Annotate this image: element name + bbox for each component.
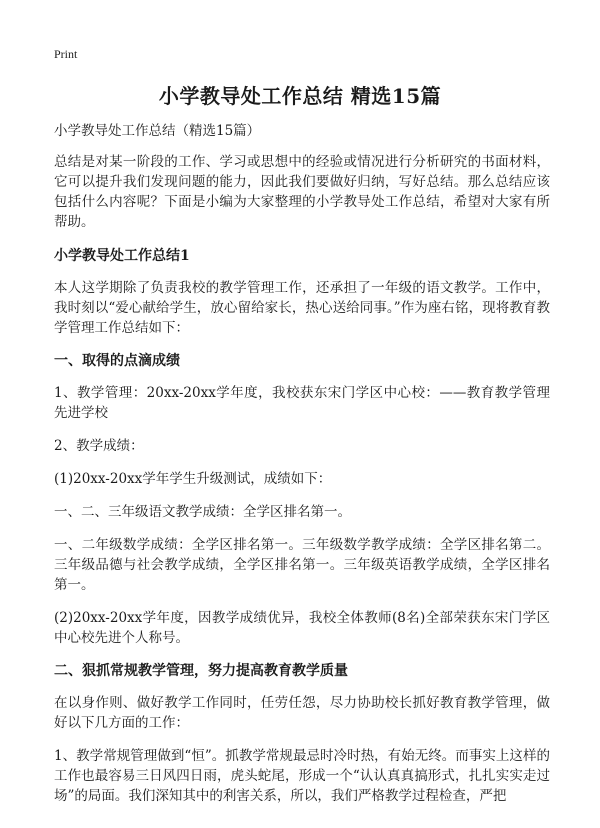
routine-paragraph-2: 1、教学常规管理做到“恒”。抓教学常规最忌时冷时热，有始无终。而事实上这样的工作也最容易三日风四日雨，虎头蛇尾，形成一个“认认真真搞形式，扎扎实实走过场”的局面。我们深知其中的利害关系，所以，我们严格教学过程检查，严把 [54,748,550,804]
item-teaching-results: 2、教学成绩： [54,438,144,454]
section1-paragraph: 本人这学期除了负责我校的教学管理工作，还承担了一年级的语文教学。工作中，我时刻以“爱心献给学生，放心留给家长，热心送给同事。”作为座右铭，现将教育教学管理工作总结如下： [54,280,550,336]
article-body [54,121,550,819]
print-link[interactable]: Print [54,47,78,61]
intro-paragraph: 总结是对某一阶段的工作、学习或思想中的经验或情况进行分析研究的书面材料，它可以提升我们发现问题的能力，因此我们要做好归纳，写好总结。那么总结应该包括什么内容呢？下面是小编为大家整理的小学教导处工作总结，希望对大家有所帮助。 [54,154,550,230]
section-heading-1: 小学教导处工作总结1 [54,248,190,264]
heading-achievements: 一、取得的点滴成绩 [54,353,180,369]
routine-paragraph-1: 在以身作则、做好教学工作同时，任劳任怨，尽力协助校长抓好教育教学管理，做好以下几方面的工作： [54,695,550,731]
item-teacher-awards: (2)20xx-20xx学年度，因教学成绩优异，我校全体教师(8名)全部荣获东宋门学区中心校先进个人称号。 [54,610,550,646]
heading-routine-management: 二、狠抓常规教学管理，努力提高教育教学质量 [54,663,348,679]
page-title: 小学教导处工作总结 精选15篇 [158,84,442,108]
item-upgrade-test: (1)20xx-20xx学年学生升级测试，成绩如下： [54,471,332,487]
article-subtitle: 小学教导处工作总结（精选15篇） [54,123,261,139]
item-teaching-management: 1、教学管理：20xx-20xx学年度，我校获东宋门学区中心校：——教育教学管理先进学校 [54,385,550,421]
grades-detail: 一、二年级数学成绩：全学区排名第一。三年级数学教学成绩：全学区排名第二。三年级品德与社会教学成绩，全学区排名第一。三年级英语教学成绩，全学区排名第一。 [54,537,550,593]
grades-1-3-chinese: 一、二、三年级语文教学成绩：全学区排名第一。 [54,504,351,520]
